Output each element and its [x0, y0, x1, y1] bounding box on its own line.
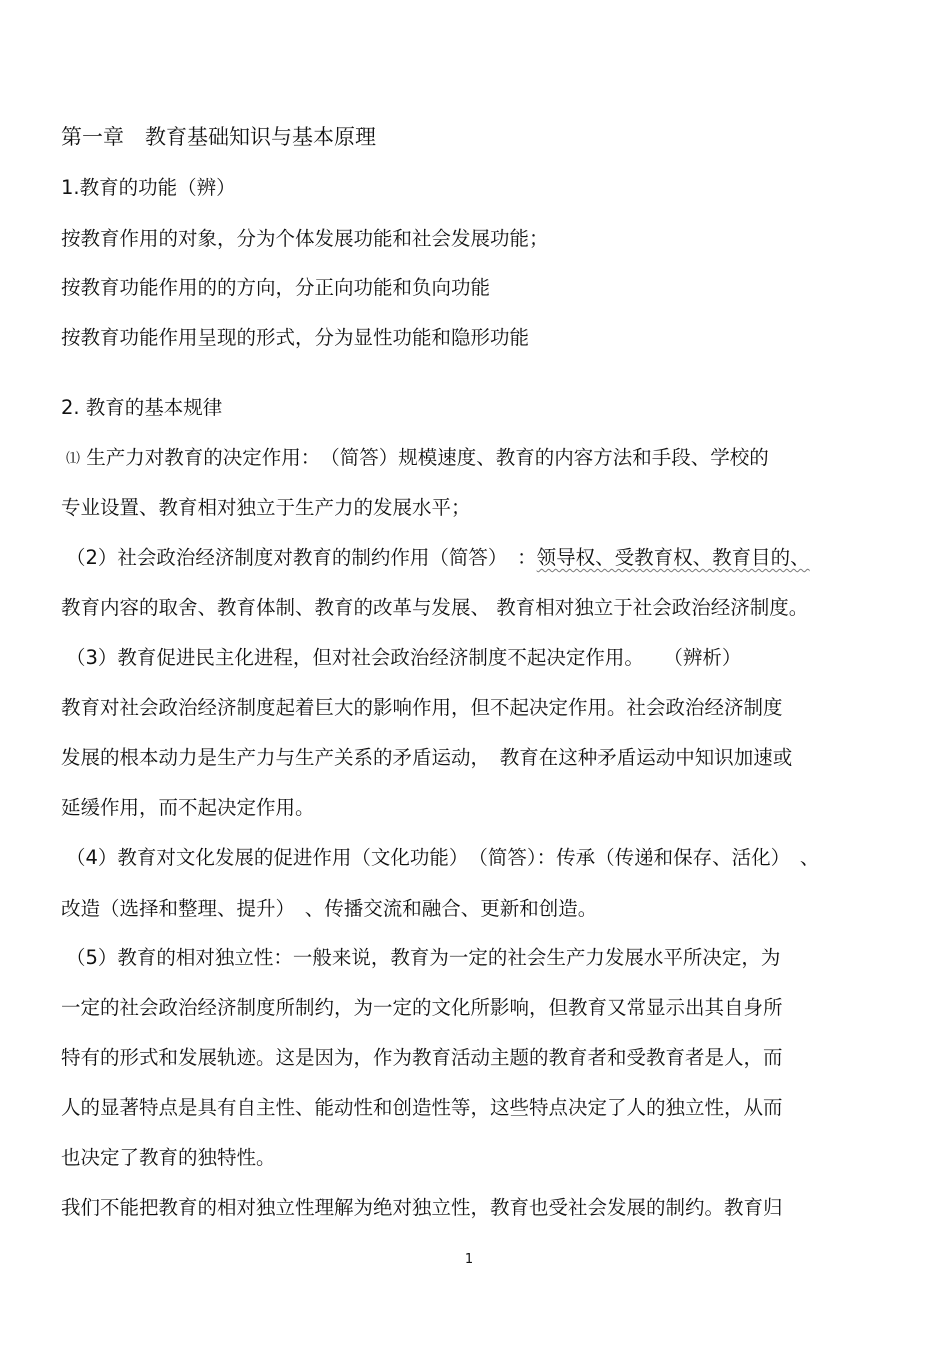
item-2-line-1 — [66, 546, 810, 570]
page-number: 1 — [464, 1252, 474, 1267]
section-2-heading: 2. 教育的基本规律 — [61, 396, 223, 419]
section-1-line-3: 按教育功能作用呈现的形式，分为显性功能和隐形功能 — [61, 326, 530, 349]
item-2-underlined-text: 领导权、受教育权、教育目的、 — [536, 546, 810, 569]
item-5-line-3: 特有的形式和发展轨迹。这是因为，作为教育活动主题的教育者和受教育者是人，而 — [61, 1046, 783, 1069]
item-5-line-4: 人的显著特点是具有自主性、能动性和创造性等，这些特点决定了人的独立性，从而 — [61, 1096, 783, 1119]
item-4-line-2: 改造（选择和整理、提升） 、传播交流和融合、更新和创造。 — [61, 897, 598, 920]
item-5-line-1: （5）教育的相对独立性：一般来说，教育为一定的社会生产力发展水平所决定，为 — [66, 946, 781, 969]
item-5-line-6: 我们不能把教育的相对独立性理解为绝对独立性，教育也受社会发展的制约。教育归 — [61, 1196, 783, 1219]
chapter-title: 第一章 教育基础知识与基本原理 — [61, 125, 376, 149]
item-1-line-1 — [66, 446, 769, 471]
item-1-marker: ⑴ — [66, 451, 80, 467]
item-1-text: 生产力对教育的决定作用： （简答）规模速度、教育的内容方法和手段、学校的 — [86, 446, 769, 469]
item-1-line-2: 专业设置、教育相对独立于生产力的发展水平； — [61, 496, 471, 519]
item-3-heading: （3）教育促进民主化进程，但对社会政治经济制度不起决定作用。 （辨析） — [66, 646, 742, 669]
section-1-line-1: 按教育作用的对象，分为个体发展功能和社会发展功能； — [61, 227, 549, 250]
section-1-heading: 1.教育的功能（辨） — [61, 176, 236, 199]
item-3-line-2: 发展的根本动力是生产力与生产关系的矛盾运动， 教育在这种矛盾运动中知识加速或 — [61, 746, 793, 769]
item-5-line-5: 也决定了教育的独特性。 — [61, 1146, 276, 1169]
item-2-prefix: （2）社会政治经济制度对教育的制约作用（简答） ： — [66, 546, 537, 569]
item-3-line-3: 延缓作用，而不起决定作用。 — [61, 796, 315, 819]
item-5-line-2: 一定的社会政治经济制度所制约，为一定的文化所影响，但教育又常显示出其自身所 — [61, 996, 783, 1019]
item-3-line-1: 教育对社会政治经济制度起着巨大的影响作用，但不起决定作用。社会政治经济制度 — [61, 696, 783, 719]
section-1-line-2: 按教育功能作用的的方向，分正向功能和负向功能 — [61, 276, 491, 299]
item-2-line-2: 教育内容的取舍、教育体制、教育的改革与发展、 教育相对独立于社会政治经济制度。 — [61, 596, 809, 619]
item-4-line-1: （4）教育对文化发展的促进作用（文化功能） （简答）：传承（传递和保存、活化） 、 — [66, 846, 820, 869]
